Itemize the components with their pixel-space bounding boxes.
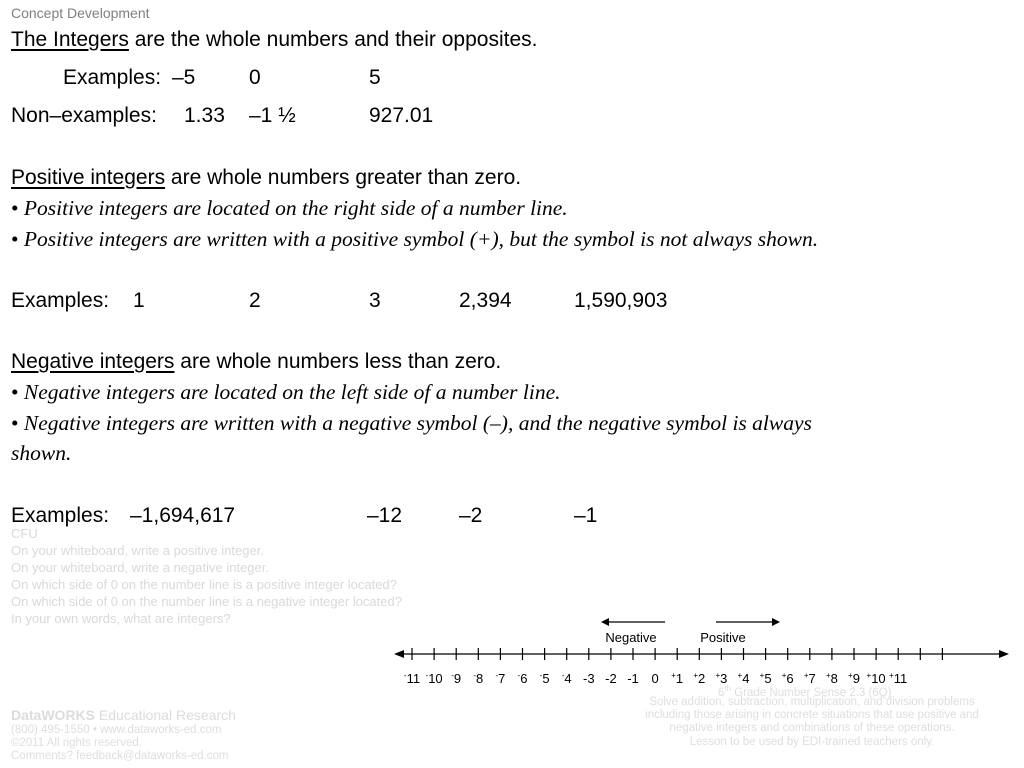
tick-label: +10 xyxy=(866,671,886,686)
left-arrowhead xyxy=(394,650,404,658)
tick-label: -8 xyxy=(473,671,484,686)
cfu-question-2: On your whiteboard, write a negative integer. xyxy=(11,560,269,575)
non-example-1: 1.33 xyxy=(184,104,225,127)
negative-examples-label: Examples: xyxy=(11,504,110,527)
negative-bullet-2-continued: shown. xyxy=(11,441,72,465)
negative-bullet-1: • Negative integers are located on the left side of a number line. xyxy=(11,380,561,404)
positive-example-4: 2,394 xyxy=(459,289,512,312)
integers-examples-label: Examples: xyxy=(63,66,162,89)
negative-term: Negative integers xyxy=(11,350,175,373)
non-example-3: 927.01 xyxy=(369,104,434,127)
negative-example-4: –1 xyxy=(574,504,598,527)
integers-example-3: 5 xyxy=(369,66,381,89)
tick-label: -11 xyxy=(403,671,421,686)
cfu-question-1: On your whiteboard, write a positive integer. xyxy=(11,543,264,558)
cfu-question-5: In your own words, what are integers? xyxy=(11,611,231,626)
tick-label: 0 xyxy=(651,671,659,686)
tick-label: +3 xyxy=(715,671,728,686)
tick-label: -1 xyxy=(627,671,639,686)
tick-label: +1 xyxy=(671,671,684,686)
tick-label: -3 xyxy=(583,671,595,686)
tick-label: +4 xyxy=(737,671,750,686)
positive-examples-label: Examples: xyxy=(11,289,110,312)
integers-definition-text: are the whole numbers and their opposites. xyxy=(128,28,538,51)
positive-bullet-1: • Positive integers are located on the right side of a number line. xyxy=(11,196,568,220)
standard-line-4: Lesson to be used by EDI-trained teachers only. xyxy=(689,736,935,748)
tick-label: +11 xyxy=(889,671,908,686)
tick-label: +9 xyxy=(848,671,860,686)
positive-arrowhead xyxy=(772,618,780,626)
positive-example-3: 3 xyxy=(369,289,381,312)
section-header: Concept Development xyxy=(11,5,150,21)
positive-bullet-2: • Positive integers are written with a positive symbol (+), but the symbol is not always shown. xyxy=(11,227,819,251)
integers-term: The Integers xyxy=(11,28,129,51)
tick-label: +2 xyxy=(693,671,706,686)
tick-label: -5 xyxy=(539,671,550,686)
positive-example-1: 1 xyxy=(133,289,145,312)
positive-example-2: 2 xyxy=(249,289,261,312)
footer-contact: (800) 495-1550 • www.dataworks-ed.com xyxy=(11,724,222,736)
tick-label: -6 xyxy=(517,671,528,686)
positive-label: Positive xyxy=(700,630,746,645)
positive-definition-text: are whole numbers greater than zero. xyxy=(165,166,522,189)
tick-label: -7 xyxy=(495,671,506,686)
footer-copyright: ©2011 All rights reserved. xyxy=(11,737,142,749)
tick-label: +8 xyxy=(825,671,838,686)
negative-label: Negative xyxy=(605,630,657,645)
negative-example-3: –2 xyxy=(459,504,483,527)
negative-example-1: –1,694,617 xyxy=(130,504,236,527)
cfu-question-3: On which side of 0 on the number line is a positive integer located? xyxy=(11,577,397,592)
negative-definition-text: are whole numbers less than zero. xyxy=(174,350,502,373)
tick-label: -10 xyxy=(425,671,443,686)
cfu-label: CFU xyxy=(11,526,38,541)
standard-line-3: negative integers and combinations of these operations. xyxy=(669,722,955,734)
cfu-question-4: On which side of 0 on the number line is a negative integer located? xyxy=(11,594,402,609)
tick-label: +6 xyxy=(781,671,794,686)
tick-label: -2 xyxy=(605,671,617,686)
integers-example-1: –5 xyxy=(172,66,196,89)
right-arrowhead xyxy=(999,650,1009,658)
negative-bullet-2: • Negative integers are written with a negative symbol (–), and the negative symbol is always xyxy=(11,411,812,435)
standard-line-2: including those arising in concrete situations that use positive and xyxy=(645,709,979,721)
non-example-2: –1 ½ xyxy=(249,104,296,127)
negative-example-2: –12 xyxy=(367,504,403,527)
tick-label: -4 xyxy=(561,671,572,686)
negative-arrowhead xyxy=(601,618,609,626)
tick-label: +5 xyxy=(759,671,772,686)
tick-label: -9 xyxy=(451,671,462,686)
positive-example-5: 1,590,903 xyxy=(574,289,668,312)
non-examples-label: Non–examples: xyxy=(11,104,157,127)
standard-title: 6th Grade Number Sense 2.3 (6Q) xyxy=(718,684,892,699)
positive-term: Positive integers xyxy=(11,166,166,189)
standard-line-1: Solve addition, subtraction, multiplication, and division problems xyxy=(649,696,975,708)
tick-label: +7 xyxy=(803,671,816,686)
dataworks-logo: DataWORKS Educational Research xyxy=(11,707,236,723)
integers-example-2: 0 xyxy=(249,66,261,89)
footer-comments: Comments? feedback@dataworks-ed.com xyxy=(11,750,229,762)
